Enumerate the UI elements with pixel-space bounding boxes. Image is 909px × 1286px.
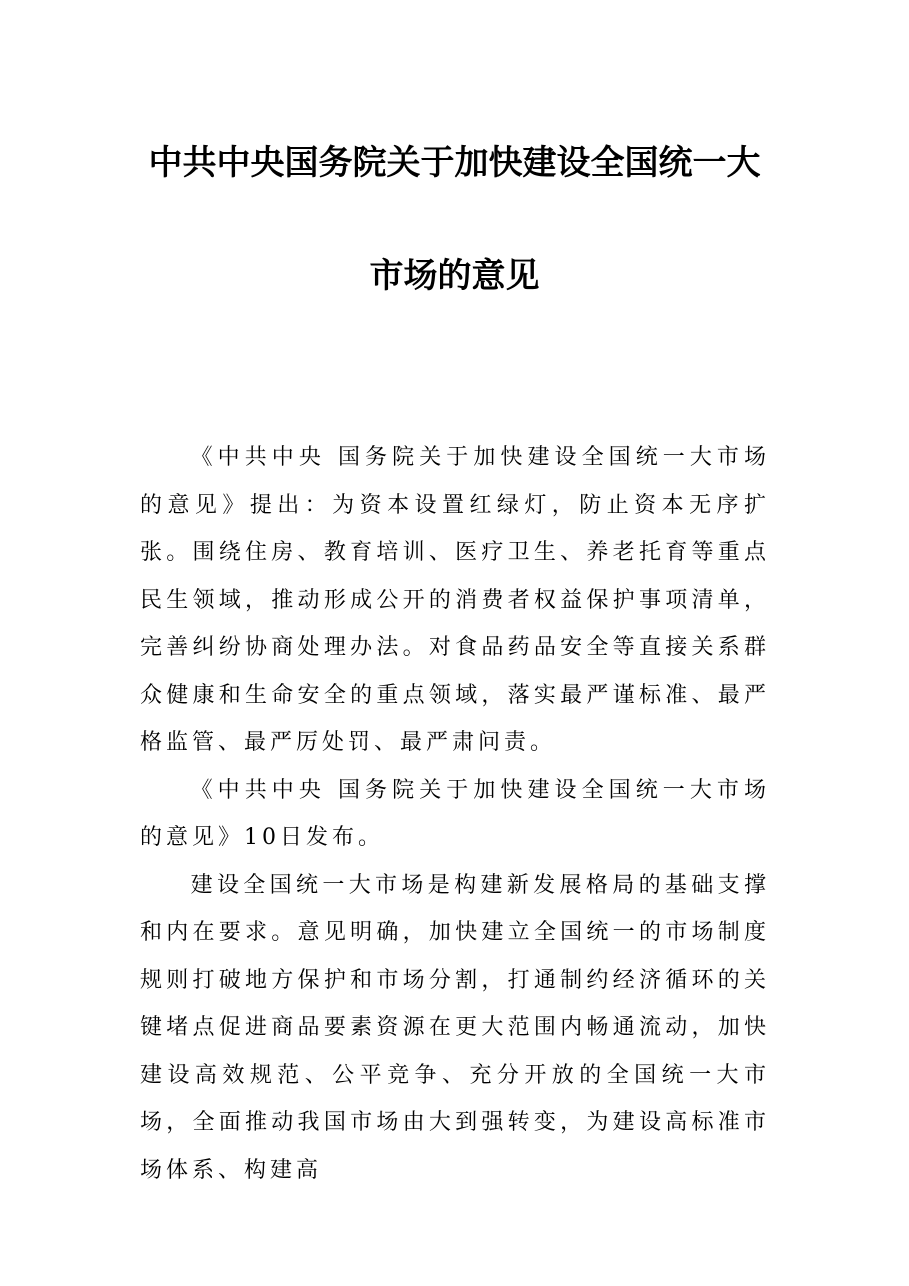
- document-title-line-1: 中共中央国务院关于加快建设全国统一大: [148, 143, 761, 183]
- paragraph-2: 《中共中央 国务院关于加快建设全国统一大市场的意见》10日发布。: [140, 777, 770, 850]
- paragraph-1: 《中共中央 国务院关于加快建设全国统一大市场的意见》提出：为资本设置红绿灯，防止资本无序扩张。围绕住房、教育培训、医疗卫生、养老托育等重点民生领域，推动形成公开的消费者权益保护事项清单，完善纠纷协商处理办法。对食品药品安全等直接关系群众健康和生命安全的重点领域，落实最严谨标准、最严格监管、最严厉处罚、最严肃问责。: [140, 445, 770, 755]
- document-body: [140, 434, 770, 1194]
- paragraph-3: 建设全国统一大市场是构建新发展格局的基础支撑和内在要求。意见明确，加快建立全国统一的市场制度规则打破地方保护和市场分割，打通制约经济循环的关键堵点促进商品要素资源在更大范围内畅通流动，加快建设高效规范、公平竞争、充分开放的全国统一大市场，全面推动我国市场由大到强转变，为建设高标准市场体系、构建高: [140, 872, 770, 1183]
- document-title-line-2: 市场的意见: [369, 256, 540, 296]
